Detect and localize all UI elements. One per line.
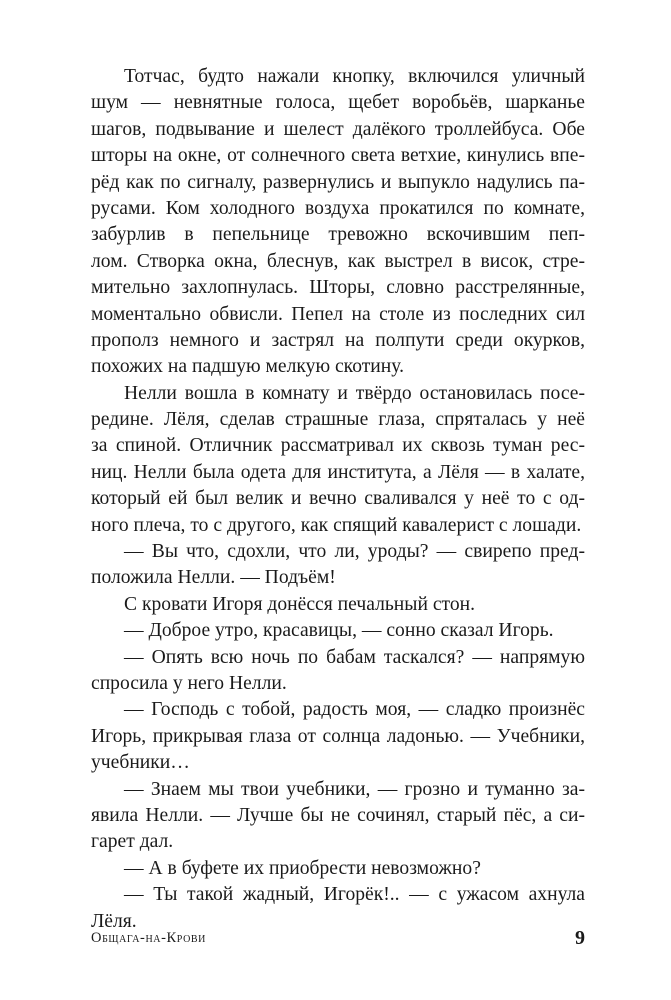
text-line: спросила у него Нелли. [91,672,287,694]
page-footer [91,926,585,950]
text-line: учебники… [91,752,190,774]
text-line: похожих на падшую мелкую скотину. [91,356,405,378]
text-line: шагов, подвывание и шелест далёкого троллейбуса. Обе [91,118,585,140]
text-line: мительно захлопнулась. Шторы, словно расстрелянные, [91,277,585,299]
text-line: Игорь, прикрывая глаза от солнца ладонью. — Учебники, [91,725,585,747]
text-line: ниц. Нелли была одета для института, а Лёля — в халате, [91,461,585,483]
text-line: положила Нелли. — Подъём! [91,567,336,589]
text-line: рёд как по сигналу, развернулись и выпукло надулись па- [91,171,585,193]
text-line: шторы на окне, от солнечного света ветхие, кинулись впе- [91,145,585,167]
text-line: — Вы что, сдохли, что ли, уроды? — свирепо пред- [124,541,585,563]
text-line: — Знаем мы твои учебники, — грозно и туманно за- [124,778,585,800]
text-line: ного плеча, то с другого, как спящий кавалерист с лошади. [91,514,582,536]
text-line: — Опять всю ночь по бабам таскался? — напрямую [124,646,585,668]
text-line: русами. Ком холодного воздуха прокатился по комнате, [91,197,585,219]
text-line: забурлив в пепельнице тревожно вскочившим пеп- [91,224,585,246]
text-line: редине. Лёля, сделав страшные глаза, спряталась у неё [91,409,585,431]
page-number: 9 [575,927,585,949]
text-line: — Ты такой жадный, Игорёк!.. — с ужасом ахнула [124,884,585,906]
text-line: — Доброе утро, красавицы, — сонно сказал Игорь. [124,620,554,642]
text-line: — Господь с тобой, радость моя, — сладко произнёс [124,699,585,721]
text-line: шум — невнятные голоса, щебет воробьёв, шарканье [91,92,585,114]
text-line: моментально обвисли. Пепел на столе из последних сил [91,303,585,325]
page-body-text [91,64,585,935]
text-line: который ей был велик и вечно сваливался у неё то с од- [91,488,585,510]
text-line: С кровати Игоря донёсся печальный стон. [124,593,476,615]
text-line: явила Нелли. — Лучше бы не сочинял, старый пёс, а си- [91,804,585,826]
text-line: за спиной. Отличник рассматривал их сквозь туман рес- [91,435,585,457]
text-line: лом. Створка окна, блеснув, как выстрел в висок, стре- [91,250,585,272]
text-line: — А в буфете их приобрести невозможно? [124,857,481,879]
running-title: Общага-на-Крови [91,930,207,946]
text-line: Тотчас, будто нажали кнопку, включился уличный [124,66,585,87]
text-line: гарет дал. [91,831,174,853]
text-line: прополз немного и застрял на полпути среди окурков, [91,329,585,351]
text-line: Лёля. [91,910,137,932]
text-line: Нелли вошла в комнату и твёрдо остановилась посе- [124,382,585,404]
